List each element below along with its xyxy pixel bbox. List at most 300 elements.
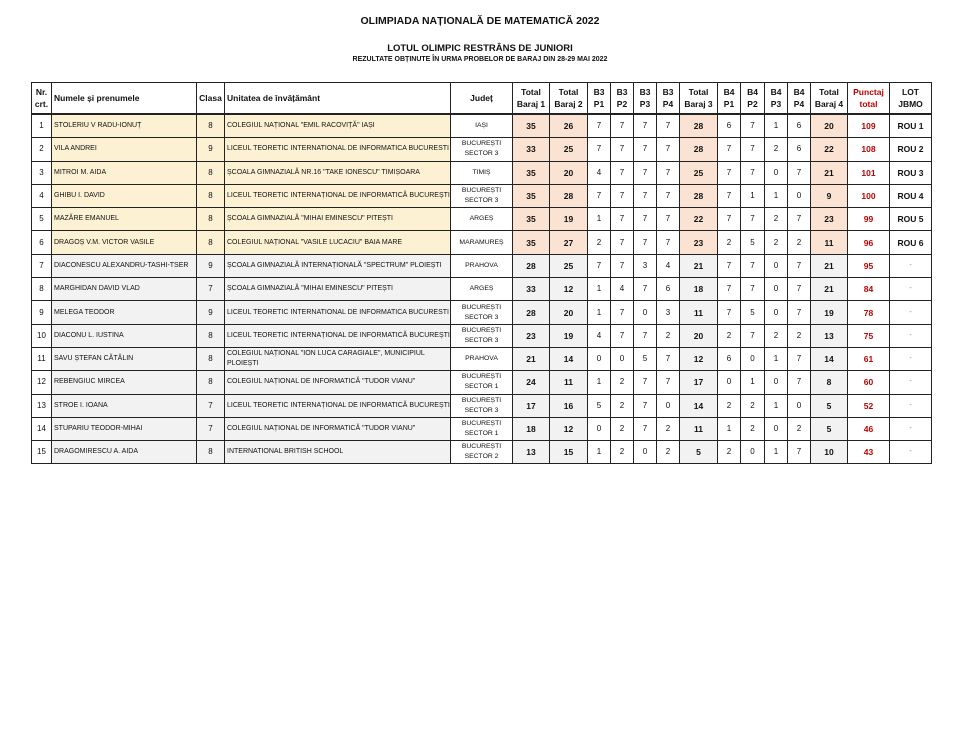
b3-p4-score: 6 (657, 278, 680, 301)
col-header-b3-p3: B3 P3 (634, 83, 657, 115)
total-baraj-1: 35 (513, 184, 550, 207)
school-name: COLEGIUL NAȚIONAL "EMIL RACOVIȚĂ" IAȘI (225, 114, 451, 138)
lot-jbmo: - (890, 347, 932, 370)
punctaj-total: 96 (848, 231, 890, 254)
total-baraj-1: 13 (513, 441, 550, 464)
b4-p1-score: 7 (718, 184, 741, 207)
b3-p3-score: 7 (634, 208, 657, 231)
b4-p1-score: 2 (718, 441, 741, 464)
lot-jbmo: ROU 1 (890, 114, 932, 138)
b3-p3-score: 7 (634, 138, 657, 161)
total-baraj-2: 12 (550, 417, 588, 440)
student-name: VILA ANDREI (52, 138, 197, 161)
b4-p3-score: 2 (765, 138, 788, 161)
total-baraj-3: 14 (680, 394, 718, 417)
punctaj-total: 43 (848, 441, 890, 464)
table-header-row (32, 83, 932, 115)
b4-p4-score: 2 (788, 231, 811, 254)
b4-p2-score: 1 (741, 371, 765, 394)
table-row (32, 114, 932, 138)
row-nr: 5 (32, 208, 52, 231)
total-baraj-4: 21 (811, 254, 848, 277)
b3-p1-score: 1 (588, 278, 611, 301)
results-table (31, 82, 932, 464)
b4-p4-score: 7 (788, 441, 811, 464)
total-baraj-1: 21 (513, 347, 550, 370)
b3-p4-score: 7 (657, 184, 680, 207)
b3-p2-score: 7 (611, 231, 634, 254)
school-name: LICEUL TEORETIC INTERNAȚIONAL DE INFORMATICĂ BUCUREȘTI (225, 394, 451, 417)
b3-p2-score: 7 (611, 301, 634, 324)
school-name: LICEUL TEORETIC INTERNATIONAL DE INFORMATICA BUCURESTI (225, 138, 451, 161)
b4-p2-score: 0 (741, 347, 765, 370)
b4-p1-score: 6 (718, 114, 741, 138)
total-baraj-1: 35 (513, 114, 550, 138)
punctaj-total: 61 (848, 347, 890, 370)
student-name: DRAGOMIRESCU A. AIDA (52, 441, 197, 464)
b3-p1-score: 1 (588, 208, 611, 231)
total-baraj-4: 8 (811, 371, 848, 394)
col-header-b3-p2: B3 P2 (611, 83, 634, 115)
school-name: LICEUL TEORETIC INTERNAȚIONAL DE INFORMATICĂ BUCUREȘTI (225, 324, 451, 347)
total-baraj-3: 25 (680, 161, 718, 184)
table-row (32, 184, 932, 207)
total-baraj-3: 17 (680, 371, 718, 394)
total-baraj-4: 13 (811, 324, 848, 347)
county: MARAMUREȘ (451, 231, 513, 254)
lot-jbmo: ROU 6 (890, 231, 932, 254)
lot-jbmo: - (890, 394, 932, 417)
b3-p4-score: 0 (657, 394, 680, 417)
col-header-b4-p4: B4 P4 (788, 83, 811, 115)
b4-p3-score: 1 (765, 441, 788, 464)
total-baraj-1: 33 (513, 138, 550, 161)
lot-jbmo: - (890, 254, 932, 277)
b4-p4-score: 2 (788, 324, 811, 347)
document-subtitle: LOTUL OLIMPIC RESTRÂNS DE JUNIORI (387, 43, 573, 54)
table-row (32, 371, 932, 394)
county: ARGEȘ (451, 208, 513, 231)
lot-jbmo: ROU 4 (890, 184, 932, 207)
county: BUCUREȘTI SECTOR 3 (451, 184, 513, 207)
b3-p2-score: 0 (611, 347, 634, 370)
punctaj-total: 60 (848, 371, 890, 394)
total-baraj-1: 18 (513, 417, 550, 440)
total-baraj-4: 23 (811, 208, 848, 231)
county: IAȘI (451, 114, 513, 138)
b3-p2-score: 7 (611, 161, 634, 184)
col-header-clasa: Clasa (197, 83, 225, 115)
student-class: 7 (197, 417, 225, 440)
total-baraj-4: 11 (811, 231, 848, 254)
b4-p2-score: 7 (741, 254, 765, 277)
total-baraj-3: 20 (680, 324, 718, 347)
punctaj-total: 108 (848, 138, 890, 161)
b3-p4-score: 2 (657, 417, 680, 440)
b3-p2-score: 2 (611, 394, 634, 417)
table-row (32, 394, 932, 417)
b4-p2-score: 7 (741, 138, 765, 161)
results-table-body (32, 114, 932, 464)
b3-p2-score: 7 (611, 184, 634, 207)
row-nr: 11 (32, 347, 52, 370)
total-baraj-1: 24 (513, 371, 550, 394)
student-class: 8 (197, 208, 225, 231)
total-baraj-3: 11 (680, 417, 718, 440)
total-baraj-3: 28 (680, 114, 718, 138)
document-title: OLIMPIADA NAȚIONALĂ DE MATEMATICĂ 2022 (360, 15, 600, 27)
student-name: REBENGIUC MIRCEA (52, 371, 197, 394)
b3-p2-score: 7 (611, 324, 634, 347)
total-baraj-4: 22 (811, 138, 848, 161)
punctaj-total: 95 (848, 254, 890, 277)
row-nr: 15 (32, 441, 52, 464)
b4-p4-score: 7 (788, 347, 811, 370)
b4-p4-score: 7 (788, 278, 811, 301)
b4-p3-score: 0 (765, 254, 788, 277)
b3-p1-score: 5 (588, 394, 611, 417)
school-name: COLEGIUL NAȚIONAL "ION LUCA CARAGIALE", MUNICIPIUL PLOIEȘTI (225, 347, 451, 370)
b4-p1-score: 2 (718, 394, 741, 417)
b3-p2-score: 2 (611, 441, 634, 464)
b4-p2-score: 2 (741, 394, 765, 417)
b4-p4-score: 7 (788, 208, 811, 231)
table-row (32, 347, 932, 370)
b4-p1-score: 7 (718, 278, 741, 301)
total-baraj-4: 9 (811, 184, 848, 207)
b3-p3-score: 5 (634, 347, 657, 370)
student-class: 8 (197, 347, 225, 370)
b3-p4-score: 7 (657, 208, 680, 231)
col-header-name: Numele și prenumele (52, 83, 197, 115)
b4-p2-score: 5 (741, 301, 765, 324)
document-caption: REZULTATE OBȚINUTE ÎN URMA PROBELOR DE BARAJ DIN 28-29 MAI 2022 (352, 56, 608, 63)
county: BUCUREȘTI SECTOR 3 (451, 324, 513, 347)
b3-p2-score: 7 (611, 114, 634, 138)
b4-p4-score: 2 (788, 417, 811, 440)
b4-p3-score: 1 (765, 114, 788, 138)
school-name: COLEGIUL NAȚIONAL "VASILE LUCACIU" BAIA MARE (225, 231, 451, 254)
total-baraj-2: 14 (550, 347, 588, 370)
col-header-lot-jbmo: LOT JBMO (890, 83, 932, 115)
row-nr: 3 (32, 161, 52, 184)
total-baraj-3: 18 (680, 278, 718, 301)
total-baraj-2: 16 (550, 394, 588, 417)
b4-p4-score: 7 (788, 301, 811, 324)
b3-p2-score: 7 (611, 138, 634, 161)
row-nr: 7 (32, 254, 52, 277)
col-header-b3-p4: B3 P4 (657, 83, 680, 115)
table-row (32, 138, 932, 161)
b4-p3-score: 1 (765, 394, 788, 417)
col-header-b4-p1: B4 P1 (718, 83, 741, 115)
student-name: MAZĂRE EMANUEL (52, 208, 197, 231)
county: BUCUREȘTI SECTOR 1 (451, 371, 513, 394)
b3-p3-score: 7 (634, 394, 657, 417)
lot-jbmo: ROU 2 (890, 138, 932, 161)
total-baraj-4: 5 (811, 394, 848, 417)
punctaj-total: 109 (848, 114, 890, 138)
student-name: MITROI M. AIDA (52, 161, 197, 184)
county: BUCUREȘTI SECTOR 3 (451, 138, 513, 161)
b3-p4-score: 3 (657, 301, 680, 324)
total-baraj-3: 23 (680, 231, 718, 254)
b3-p4-score: 7 (657, 161, 680, 184)
row-nr: 9 (32, 301, 52, 324)
b4-p2-score: 7 (741, 208, 765, 231)
b4-p1-score: 7 (718, 161, 741, 184)
b3-p3-score: 7 (634, 161, 657, 184)
student-name: SAVU ȘTEFAN CĂTĂLIN (52, 347, 197, 370)
total-baraj-2: 25 (550, 254, 588, 277)
total-baraj-4: 21 (811, 161, 848, 184)
county: TIMIȘ (451, 161, 513, 184)
school-name: ȘCOALA GIMNAZIALĂ "MIHAI EMINESCU" PITEȘTI (225, 208, 451, 231)
b3-p3-score: 7 (634, 278, 657, 301)
punctaj-total: 78 (848, 301, 890, 324)
school-name: COLEGIUL NAȚIONAL DE INFORMATICĂ "TUDOR VIANU" (225, 371, 451, 394)
punctaj-total: 100 (848, 184, 890, 207)
b3-p1-score: 2 (588, 231, 611, 254)
b4-p4-score: 0 (788, 184, 811, 207)
school-name: ȘCOALA GIMNAZIALĂ NR.16 "TAKE IONESCU" TIMIȘOARA (225, 161, 451, 184)
b3-p3-score: 0 (634, 441, 657, 464)
col-header-b3-p1: B3 P1 (588, 83, 611, 115)
total-baraj-2: 26 (550, 114, 588, 138)
student-name: GHIBU I. DAVID (52, 184, 197, 207)
b3-p1-score: 1 (588, 371, 611, 394)
table-row (32, 417, 932, 440)
school-name: ȘCOALA GIMNAZIALĂ "MIHAI EMINESCU" PITEȘTI (225, 278, 451, 301)
total-baraj-1: 35 (513, 231, 550, 254)
total-baraj-2: 28 (550, 184, 588, 207)
row-nr: 4 (32, 184, 52, 207)
row-nr: 12 (32, 371, 52, 394)
school-name: LICEUL TEORETIC INTERNATIONAL DE INFORMATICA BUCURESTI (225, 301, 451, 324)
b4-p3-score: 0 (765, 371, 788, 394)
student-name: STROE I. IOANA (52, 394, 197, 417)
b3-p3-score: 7 (634, 184, 657, 207)
punctaj-total: 101 (848, 161, 890, 184)
b3-p1-score: 4 (588, 324, 611, 347)
col-header-punctaj-total: Punctaj total (848, 83, 890, 115)
table-row (32, 301, 932, 324)
b4-p1-score: 2 (718, 231, 741, 254)
b3-p1-score: 0 (588, 417, 611, 440)
b4-p1-score: 0 (718, 371, 741, 394)
student-name: DIACONU L. IUSTINA (52, 324, 197, 347)
b4-p3-score: 2 (765, 231, 788, 254)
student-class: 7 (197, 394, 225, 417)
student-name: STUPARIU TEODOR-MIHAI (52, 417, 197, 440)
student-class: 7 (197, 278, 225, 301)
b3-p1-score: 1 (588, 301, 611, 324)
b3-p4-score: 7 (657, 114, 680, 138)
table-row (32, 231, 932, 254)
county: PRAHOVA (451, 347, 513, 370)
total-baraj-2: 11 (550, 371, 588, 394)
b3-p4-score: 7 (657, 371, 680, 394)
b4-p4-score: 7 (788, 371, 811, 394)
b4-p3-score: 0 (765, 161, 788, 184)
b4-p1-score: 7 (718, 301, 741, 324)
county: BUCUREȘTI SECTOR 3 (451, 301, 513, 324)
table-row (32, 441, 932, 464)
b4-p4-score: 6 (788, 114, 811, 138)
school-name: COLEGIUL NAȚIONAL DE INFORMATICĂ "TUDOR VIANU" (225, 417, 451, 440)
total-baraj-3: 5 (680, 441, 718, 464)
b3-p3-score: 7 (634, 114, 657, 138)
b4-p2-score: 7 (741, 278, 765, 301)
b3-p4-score: 7 (657, 231, 680, 254)
total-baraj-3: 28 (680, 138, 718, 161)
b4-p4-score: 6 (788, 138, 811, 161)
total-baraj-3: 21 (680, 254, 718, 277)
col-header-school: Unitatea de învățământ (225, 83, 451, 115)
lot-jbmo: - (890, 301, 932, 324)
total-baraj-2: 12 (550, 278, 588, 301)
col-header-total-baraj-2: Total Baraj 2 (550, 83, 588, 115)
total-baraj-2: 19 (550, 324, 588, 347)
total-baraj-4: 10 (811, 441, 848, 464)
b3-p1-score: 4 (588, 161, 611, 184)
student-class: 9 (197, 254, 225, 277)
student-class: 9 (197, 138, 225, 161)
student-class: 8 (197, 231, 225, 254)
total-baraj-1: 33 (513, 278, 550, 301)
lot-jbmo: - (890, 441, 932, 464)
lot-jbmo: - (890, 278, 932, 301)
county: BUCUREȘTI SECTOR 1 (451, 417, 513, 440)
punctaj-total: 84 (848, 278, 890, 301)
b3-p2-score: 7 (611, 254, 634, 277)
col-header-b4-p3: B4 P3 (765, 83, 788, 115)
student-class: 8 (197, 324, 225, 347)
table-row (32, 208, 932, 231)
student-class: 8 (197, 114, 225, 138)
total-baraj-2: 27 (550, 231, 588, 254)
lot-jbmo: - (890, 371, 932, 394)
b3-p3-score: 7 (634, 231, 657, 254)
table-row (32, 161, 932, 184)
b4-p2-score: 0 (741, 441, 765, 464)
b4-p1-score: 1 (718, 417, 741, 440)
b3-p3-score: 7 (634, 371, 657, 394)
b4-p3-score: 1 (765, 184, 788, 207)
b3-p4-score: 2 (657, 324, 680, 347)
b4-p1-score: 2 (718, 324, 741, 347)
b4-p1-score: 7 (718, 254, 741, 277)
b3-p2-score: 2 (611, 371, 634, 394)
total-baraj-1: 17 (513, 394, 550, 417)
b3-p1-score: 0 (588, 347, 611, 370)
col-header-judet: Județ (451, 83, 513, 115)
punctaj-total: 75 (848, 324, 890, 347)
student-name: MARGHIDAN DAVID VLAD (52, 278, 197, 301)
punctaj-total: 99 (848, 208, 890, 231)
col-header-total-baraj-4: Total Baraj 4 (811, 83, 848, 115)
lot-jbmo: ROU 3 (890, 161, 932, 184)
b3-p1-score: 7 (588, 114, 611, 138)
b4-p3-score: 2 (765, 208, 788, 231)
student-class: 9 (197, 301, 225, 324)
total-baraj-4: 20 (811, 114, 848, 138)
total-baraj-4: 14 (811, 347, 848, 370)
punctaj-total: 52 (848, 394, 890, 417)
total-baraj-2: 15 (550, 441, 588, 464)
lot-jbmo: - (890, 417, 932, 440)
col-header-total-baraj-3: Total Baraj 3 (680, 83, 718, 115)
punctaj-total: 46 (848, 417, 890, 440)
b3-p2-score: 2 (611, 417, 634, 440)
total-baraj-3: 28 (680, 184, 718, 207)
b3-p3-score: 3 (634, 254, 657, 277)
b3-p1-score: 1 (588, 441, 611, 464)
b4-p3-score: 0 (765, 417, 788, 440)
b3-p4-score: 7 (657, 138, 680, 161)
student-name: MELEGA TEODOR (52, 301, 197, 324)
school-name: LICEUL TEORETIC INTERNAȚIONAL DE INFORMATICĂ BUCUREȘTI (225, 184, 451, 207)
row-nr: 8 (32, 278, 52, 301)
col-header-total-baraj-1: Total Baraj 1 (513, 83, 550, 115)
b4-p2-score: 7 (741, 114, 765, 138)
b3-p2-score: 4 (611, 278, 634, 301)
table-row (32, 278, 932, 301)
student-class: 8 (197, 371, 225, 394)
total-baraj-3: 12 (680, 347, 718, 370)
lot-jbmo: ROU 5 (890, 208, 932, 231)
row-nr: 2 (32, 138, 52, 161)
county: PRAHOVA (451, 254, 513, 277)
b4-p2-score: 7 (741, 324, 765, 347)
b4-p2-score: 7 (741, 161, 765, 184)
total-baraj-1: 35 (513, 161, 550, 184)
b4-p4-score: 7 (788, 254, 811, 277)
total-baraj-2: 25 (550, 138, 588, 161)
b3-p3-score: 7 (634, 324, 657, 347)
row-nr: 10 (32, 324, 52, 347)
b4-p1-score: 6 (718, 347, 741, 370)
lot-jbmo: - (890, 324, 932, 347)
total-baraj-4: 5 (811, 417, 848, 440)
row-nr: 14 (32, 417, 52, 440)
student-class: 8 (197, 161, 225, 184)
b3-p4-score: 2 (657, 441, 680, 464)
b4-p1-score: 7 (718, 208, 741, 231)
school-name: INTERNATIONAL BRITISH SCHOOL (225, 441, 451, 464)
table-row (32, 324, 932, 347)
b3-p1-score: 7 (588, 184, 611, 207)
b4-p2-score: 2 (741, 417, 765, 440)
b4-p4-score: 7 (788, 161, 811, 184)
b3-p3-score: 7 (634, 417, 657, 440)
table-row (32, 254, 932, 277)
total-baraj-1: 28 (513, 254, 550, 277)
row-nr: 13 (32, 394, 52, 417)
student-name: DIACONESCU ALEXANDRU-TASHI-TSER (52, 254, 197, 277)
total-baraj-3: 22 (680, 208, 718, 231)
total-baraj-3: 11 (680, 301, 718, 324)
b4-p2-score: 5 (741, 231, 765, 254)
school-name: ȘCOALA GIMNAZIALĂ INTERNAȚIONALĂ "SPECTRUM" PLOIEȘTI (225, 254, 451, 277)
b4-p3-score: 1 (765, 347, 788, 370)
total-baraj-1: 23 (513, 324, 550, 347)
county: BUCUREȘTI SECTOR 3 (451, 394, 513, 417)
b3-p4-score: 7 (657, 347, 680, 370)
b3-p4-score: 4 (657, 254, 680, 277)
student-name: STOLERIU V RADU-IONUȚ (52, 114, 197, 138)
total-baraj-2: 20 (550, 301, 588, 324)
